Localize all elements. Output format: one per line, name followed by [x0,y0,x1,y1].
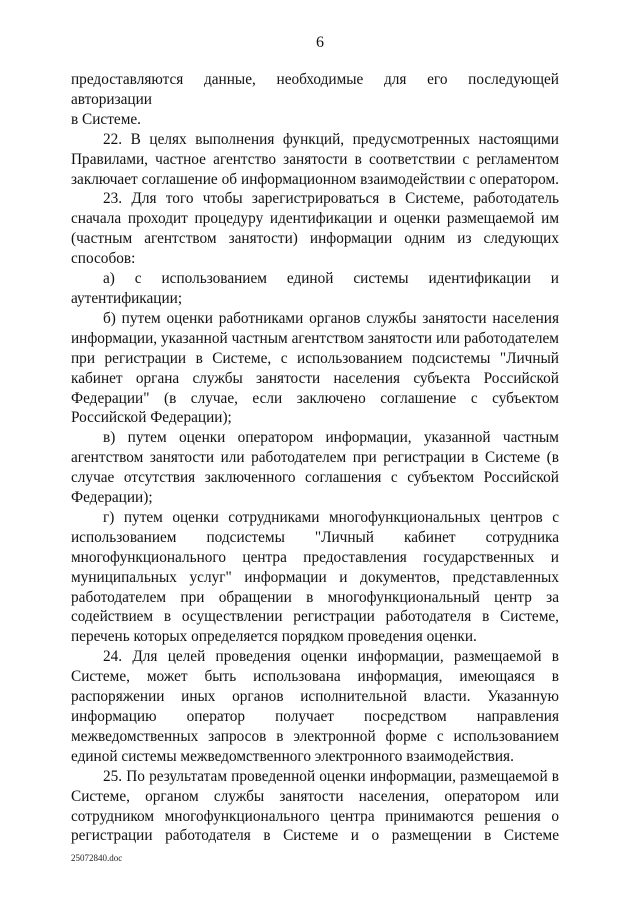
text-line: а) с использованием единой системы идентификации и [103,270,559,288]
page-number: 6 [316,34,324,51]
text-line: содействием в осуществлении регистрации работодателя в Системе, [71,608,559,626]
document-body [71,70,559,846]
text-line: распоряжении иных органов исполнительной власти. Указанную [71,688,559,706]
text-line: Системе, может быть использована информация, имеющаяся в [71,668,559,686]
text-line: при регистрации в Системе, с использованием подсистемы "Личный [71,349,559,367]
text-line: кабинет органа службы занятости населения субъекта Российской [71,369,559,387]
text-line: предоставляются данные, необходимые для его последующей авторизации [71,71,559,108]
text-line: аутентификации; [71,289,183,307]
text-line: 25. По результатам проведенной оценки информации, размещаемой в [103,767,559,785]
text-line: Российской Федерации); [71,409,232,427]
text-line: 22. В целях выполнения функций, предусмотренных настоящими [103,130,559,148]
text-line: работодателем при обращении в многофункциональный центр за [71,588,559,606]
document-file-name: 25072840.doc [71,853,123,863]
text-line: 24. Для целей проведения оценки информации, размещаемой в [103,648,559,666]
text-line: информации, указанной частным агентством занятости или работодателем [71,329,559,347]
text-line: в Системе. [71,110,141,128]
text-line: муниципальных услуг" информации и документов, представленных [71,568,559,586]
text-line: сотрудником многофункционального центра принимаются решения о [71,807,559,825]
text-line: единой системы межведомственного электронного взаимодействия. [71,747,514,765]
text-line: многофункционального центра предоставления государственных и [71,548,559,566]
text-line: сначала проходит процедуру идентификации и оценки размещаемой им [71,210,559,228]
text-line: г) путем оценки сотрудниками многофункциональных центров с [103,508,559,526]
text-line: агентством занятости или работодателем при регистрации в Системе (в [71,449,559,467]
text-line: в) путем оценки оператором информации, указанной частным [103,429,559,447]
text-line: Системе, органом службы занятости населения, оператором или [71,787,559,805]
text-line: перечень которых определяется порядком проведения оценки. [71,628,477,646]
text-line: (частным агентством занятости) информации одним из следующих [71,230,559,248]
text-line: б) путем оценки работниками органов службы занятости населения [103,309,559,327]
text-line: Федерации" (в случае, если заключено соглашение с субъектом [71,389,559,407]
text-line: 23. Для того чтобы зарегистрироваться в Системе, работодатель [103,190,559,208]
text-line: случае отсутствия заключенного соглашения с субъектом Российской [71,469,559,487]
text-line: Правилами, частное агентство занятости в соответствии с регламентом [71,150,559,168]
text-line: регистрации работодателя в Системе и о размещении в Системе [71,827,559,845]
text-line: заключает соглашение об информационном взаимодействии с оператором. [71,170,559,188]
text-line: Федерации); [71,489,153,507]
text-line: информацию оператор получает посредством направления [71,708,559,725]
text-line: межведомственных запросов в электронной форме с использованием [71,727,559,745]
text-line: способов: [71,250,136,268]
text-line: использованием подсистемы "Личный кабинет сотрудника [71,528,559,546]
